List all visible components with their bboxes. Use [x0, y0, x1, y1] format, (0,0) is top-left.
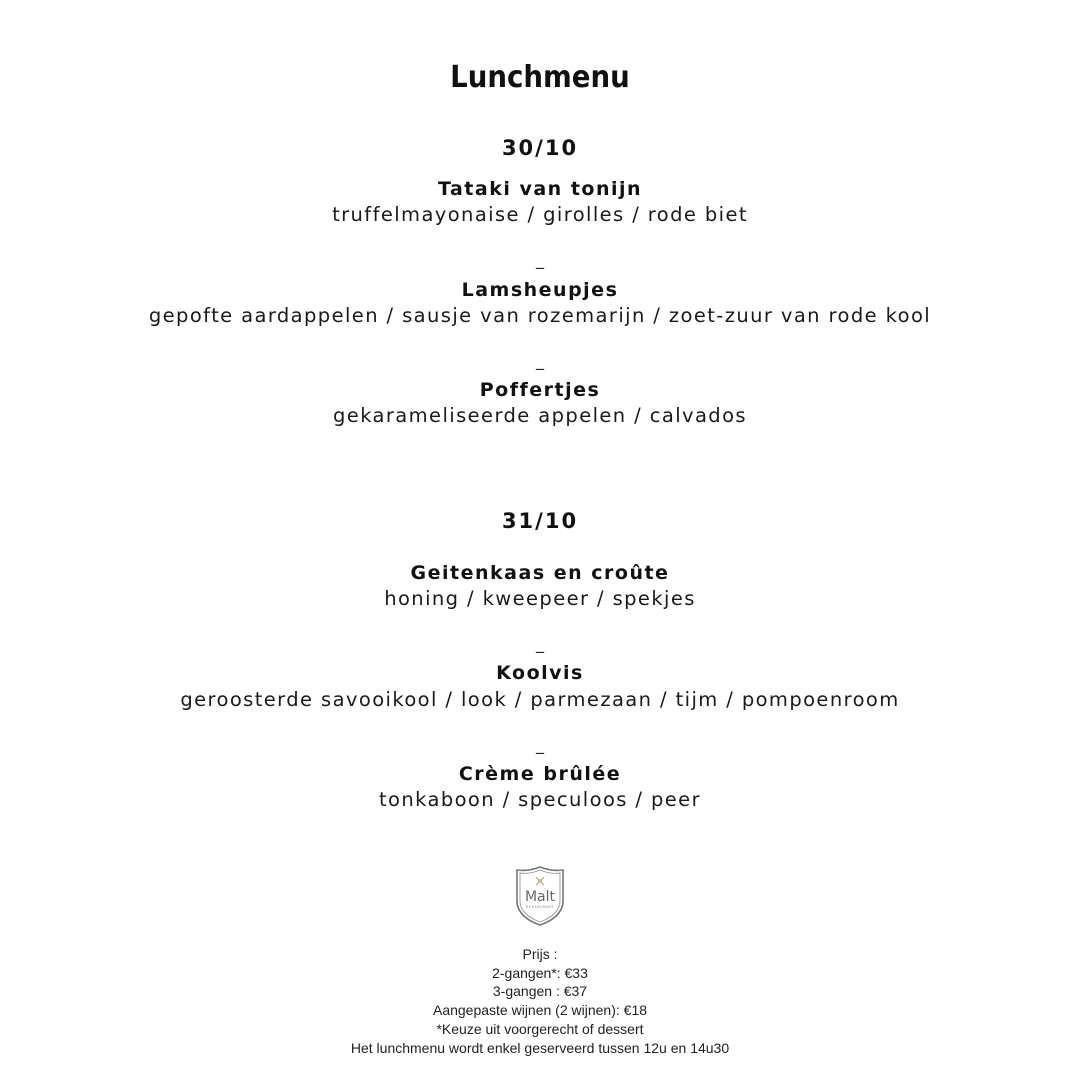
dish-name: Lamsheupjes: [461, 279, 619, 301]
dish-description: honing / kweepeer / spekjes: [384, 587, 696, 610]
course-separator: _: [536, 351, 544, 370]
course-separator: _: [536, 250, 544, 269]
date-heading-day-1: 30/10: [501, 136, 579, 160]
price-wine-pairing: Aangepaste wijnen (2 wijnen): €18: [432, 1002, 648, 1019]
svg-text:Malt: Malt: [524, 889, 556, 905]
dish-name: Koolvis: [496, 662, 584, 684]
dish-name: Tataki van tonijn: [437, 178, 643, 200]
course-separator: _: [536, 634, 544, 653]
price-2-courses: 2-gangen*: €33: [492, 964, 588, 981]
price-heading: Prijs :: [522, 946, 558, 962]
dish-description: gekarameliseerde appelen / calvados: [333, 404, 747, 427]
footnote-choice: *Keuze uit voorgerecht of dessert: [436, 1020, 644, 1037]
price-3-courses: 3-gangen : €37: [492, 983, 588, 1000]
svg-text:RESTAURANT: RESTAURANT: [525, 905, 555, 909]
malt-logo: [514, 865, 566, 927]
dish-name: Poffertjes: [479, 379, 601, 401]
course-separator: _: [536, 735, 544, 754]
pricing-footer: [0, 945, 1080, 1057]
date-heading-day-2: 31/10: [501, 509, 579, 533]
dish-description: tonkaboon / speculoos / peer: [378, 788, 701, 811]
dish-name: Crème brûlée: [458, 763, 622, 785]
serving-hours-note: Het lunchmenu wordt enkel geserveerd tussen 12u en 14u30: [350, 1039, 730, 1056]
dish-name: Geitenkaas en croûte: [410, 562, 670, 584]
dish-description: gepofte aardappelen / sausje van rozemarijn / zoet-zuur van rode kool: [148, 304, 932, 327]
page-title: Lunchmenu: [450, 60, 630, 95]
dish-description: truffelmayonaise / girolles / rode biet: [332, 203, 748, 226]
shield-crest-icon: [514, 865, 566, 927]
dish-description: geroosterde savooikool / look / parmezaan / tijm / pompoenroom: [180, 688, 900, 711]
